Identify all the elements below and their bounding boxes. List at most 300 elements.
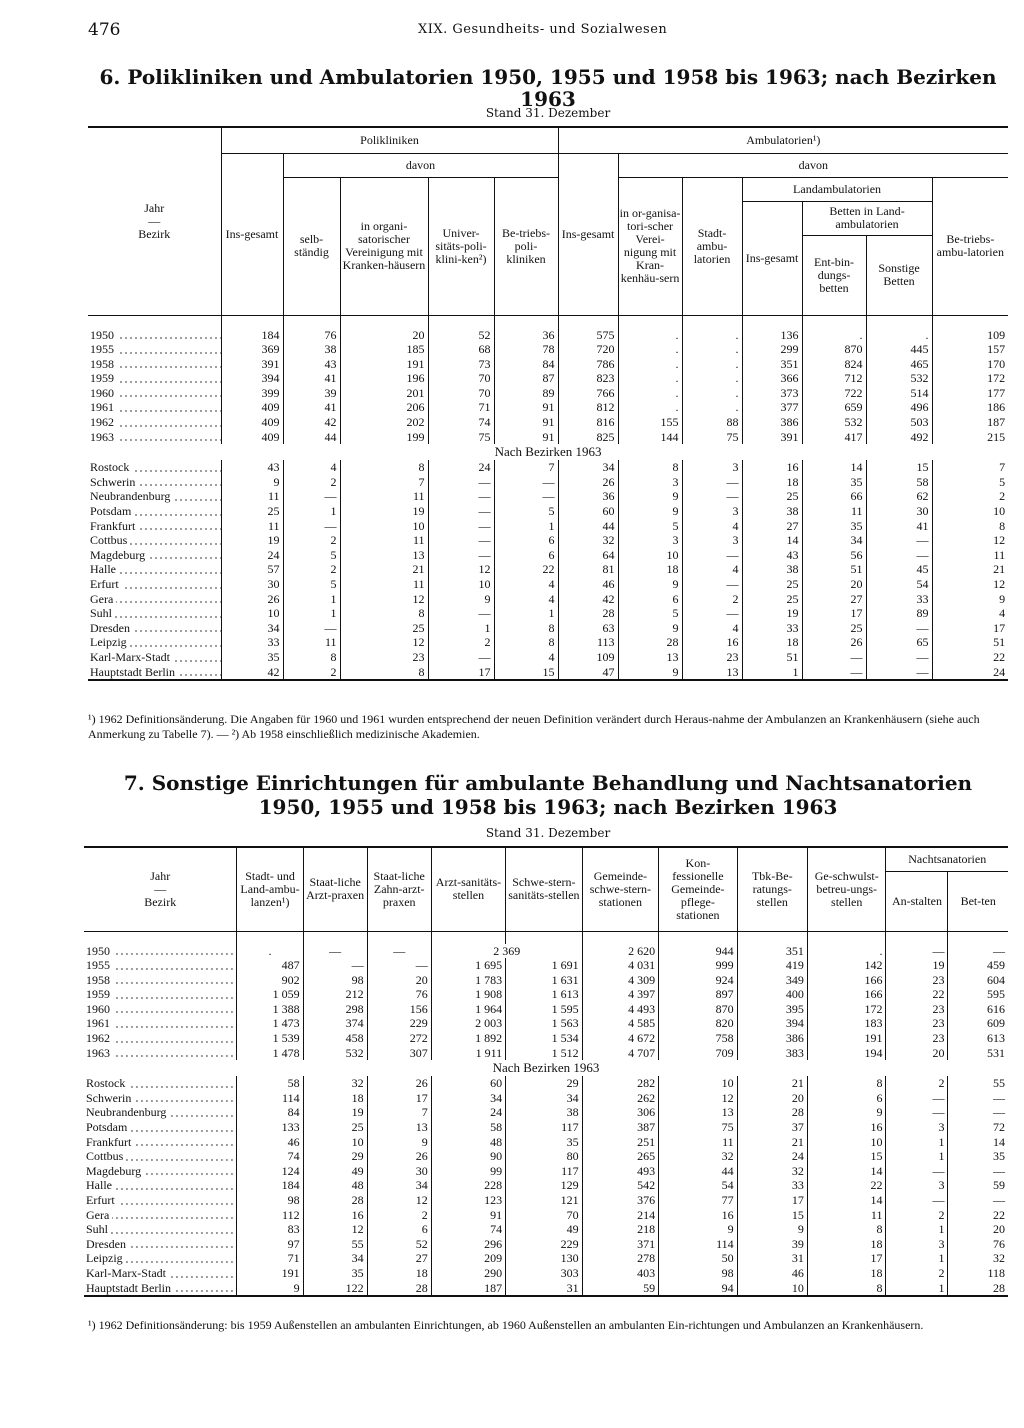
table-cell: 43 (221, 460, 283, 475)
table-cell: 117 (506, 1164, 582, 1179)
header-geschwulstbetreuung: Ge-schwulst-betreu-ungs-stellen (807, 847, 886, 931)
table-cell: 2 620 (582, 944, 658, 959)
table-cell: 51 (932, 635, 1008, 650)
table-cell: 12 (428, 562, 494, 577)
table-cell: 299 (742, 342, 802, 357)
table-cell: 2 (283, 533, 340, 548)
table-cell: — (886, 1193, 948, 1208)
table-cell: 18 (807, 1266, 886, 1281)
row-label (84, 1251, 237, 1266)
row-label-text: 1955 (86, 958, 113, 972)
table-cell: — (866, 650, 932, 665)
row-label (88, 504, 221, 519)
table-cell: 199 (340, 430, 428, 445)
header-stadtambulatorien: Stadt-ambu-latorien (682, 177, 742, 315)
row-label-text: Leipzig (86, 1251, 126, 1265)
table-cell: 13 (618, 650, 682, 665)
section-heading: Nach Bezirken 1963 (494, 444, 602, 460)
table-cell: 9 (932, 592, 1008, 607)
table-cell: 32 (303, 1076, 367, 1091)
table-row (88, 415, 1008, 430)
row-label (84, 1208, 237, 1223)
table-row (88, 460, 1008, 475)
table-cell: 156 (367, 1002, 431, 1017)
table-cell: 81 (558, 562, 618, 577)
row-label-text: 1958 (90, 357, 117, 371)
table-cell: . (618, 328, 682, 343)
row-label (84, 1016, 237, 1031)
table-cell: 4 585 (582, 1016, 658, 1031)
table-cell: 18 (742, 635, 802, 650)
table-cell: 25 (742, 489, 802, 504)
row-label (84, 1031, 237, 1046)
table-cell: 130 (506, 1251, 582, 1266)
table-cell: 722 (802, 386, 866, 401)
table-cell: 35 (303, 1266, 367, 1281)
table-cell: 98 (659, 1266, 738, 1281)
table-cell: 1 613 (506, 987, 582, 1002)
table-cell: 1 (283, 592, 340, 607)
table-cell: — (367, 958, 431, 973)
table-cell: 71 (428, 400, 494, 415)
table-cell: 34 (802, 533, 866, 548)
table-cell: 307 (367, 1046, 431, 1061)
table-cell: — (886, 1105, 948, 1120)
table-cell: 9 (659, 1222, 738, 1237)
row-label (84, 973, 237, 988)
table-cell: 14 (802, 460, 866, 475)
table-cell: 44 (659, 1164, 738, 1179)
table-cell: 37 (737, 1120, 807, 1135)
table-cell: 72 (948, 1120, 1008, 1135)
table-cell: 58 (866, 475, 932, 490)
header-amb-vereinigung: in or-ganisa-tori-scher Verei-nigung mit Kran-kenhäu-sern (618, 177, 682, 315)
table-cell: 5 (494, 504, 558, 519)
table-cell: 9 (428, 592, 494, 607)
table-cell: 604 (948, 973, 1008, 988)
table-cell: 35 (221, 650, 283, 665)
table-cell: 399 (221, 386, 283, 401)
table-cell: — (866, 665, 932, 681)
table-cell: 1 (742, 665, 802, 681)
table-cell: 74 (237, 1149, 303, 1164)
table-cell: 369 (221, 342, 283, 357)
table-cell: 542 (582, 1178, 658, 1193)
table-cell: 386 (742, 415, 802, 430)
table-cell: 4 397 (582, 987, 658, 1002)
table-cell: 24 (221, 548, 283, 563)
table-row (84, 1120, 1008, 1135)
table-cell: 48 (303, 1178, 367, 1193)
table-cell: . (682, 342, 742, 357)
table-cell: 22 (807, 1178, 886, 1193)
table-cell: 34 (303, 1251, 367, 1266)
table-cell: 262 (582, 1091, 658, 1106)
table-cell: 32 (737, 1164, 807, 1179)
table-cell: 28 (558, 606, 618, 621)
table-cell: 10 (807, 1135, 886, 1150)
table-cell: — (802, 650, 866, 665)
table-cell: 4 493 (582, 1002, 658, 1017)
table-cell: 26 (221, 592, 283, 607)
table-cell: 114 (237, 1091, 303, 1106)
table-cell: 73 (428, 357, 494, 372)
table-cell: 25 (303, 1120, 367, 1135)
table-row (84, 1251, 1008, 1266)
table-cell: — (428, 519, 494, 534)
table-cell: 98 (237, 1193, 303, 1208)
table-cell: — (303, 958, 367, 973)
table-cell: 17 (807, 1251, 886, 1266)
table-cell: 13 (659, 1105, 738, 1120)
table-cell: 45 (866, 562, 932, 577)
header-amb-davon: davon (618, 153, 1008, 177)
section-row (84, 1060, 1008, 1076)
table-cell: 29 (506, 1076, 582, 1091)
table-cell: 75 (682, 430, 742, 445)
table-cell: 492 (866, 430, 932, 445)
table-cell: 2 (428, 635, 494, 650)
table-row (84, 958, 1008, 973)
table-cell: 514 (866, 386, 932, 401)
table-cell: 459 (948, 958, 1008, 973)
table-cell: 6 (807, 1091, 886, 1106)
header-arztsanitaetsstellen: Arzt-sanitäts-stellen (431, 847, 505, 931)
section-row (88, 444, 1008, 460)
table-cell: — (682, 489, 742, 504)
table-cell: 8 (340, 460, 428, 475)
table-cell: 9 (618, 577, 682, 592)
table-cell: . (682, 371, 742, 386)
row-label (88, 371, 221, 386)
table6-footnote: ¹) 1962 Definitionsänderung. Die Angaben für 1960 und 1961 wurden entsprechend der neuen Definition verändert durch Heraus-nahme der Ambulanzen an Krankenhäusern (siehe auch Anmerkung zu Tabelle 7). — ²) Ab 1958 einschließlich medizinische Akademien. (88, 712, 980, 741)
table-cell: 10 (340, 519, 428, 534)
table-cell: 11 (659, 1135, 738, 1150)
table-cell: 1 (494, 606, 558, 621)
row-label (88, 415, 221, 430)
table-cell: 659 (802, 400, 866, 415)
table-cell: 75 (428, 430, 494, 445)
header-jahr: Jahr (150, 868, 171, 883)
row-label-text: Halle (86, 1178, 115, 1192)
row-label-text: Hauptstadt Berlin (86, 1281, 174, 1295)
table-cell: 88 (682, 415, 742, 430)
table-row (88, 562, 1008, 577)
table-cell: — (866, 533, 932, 548)
row-label-text: Dresden (90, 621, 133, 635)
table-cell: — (948, 1164, 1008, 1179)
table-cell: 3 (618, 533, 682, 548)
table-cell: 4 (932, 606, 1008, 621)
table-row (84, 1178, 1008, 1193)
table-cell: 117 (506, 1120, 582, 1135)
table-cell: 823 (558, 371, 618, 386)
table-cell: 18 (367, 1266, 431, 1281)
table-cell: 10 (303, 1135, 367, 1150)
row-label-text: Gera (86, 1208, 112, 1222)
header-polikliniken: Polikliniken (221, 127, 558, 153)
row-label (84, 987, 237, 1002)
table-cell: 371 (582, 1237, 658, 1252)
table-cell: 11 (802, 504, 866, 519)
header-tbk-beratungsstellen: Tbk-Be-ratungs-stellen (737, 847, 807, 931)
table-cell: 2 (283, 665, 340, 681)
table-cell: 47 (558, 665, 618, 681)
row-label (88, 621, 221, 636)
row-label-text: Halle (90, 562, 119, 576)
table-cell: 12 (340, 635, 428, 650)
table-cell: 376 (582, 1193, 658, 1208)
table-cell: 70 (428, 386, 494, 401)
table-cell: . (807, 944, 886, 959)
table-cell: 65 (866, 635, 932, 650)
table-cell: 465 (866, 357, 932, 372)
table6-title: 6. Polikliniken und Ambulatorien 1950, 1955 und 1958 bis 1963; nach Bezirken 1963 (99, 65, 997, 111)
header-arztpraxen: Staat-liche Arzt-praxen (303, 847, 367, 931)
table-cell: 2 369 (431, 944, 582, 959)
header-nachtsanatorien: Nachtsanatorien (886, 847, 1008, 871)
table-cell: 21 (737, 1135, 807, 1150)
table-cell: 1 964 (431, 1002, 505, 1017)
row-label (88, 577, 221, 592)
table-cell: 19 (303, 1105, 367, 1120)
table-cell: — (428, 606, 494, 621)
table-cell: 94 (659, 1281, 738, 1297)
table-cell: 13 (682, 665, 742, 681)
table-cell: 122 (303, 1281, 367, 1297)
table-cell: 374 (303, 1016, 367, 1031)
row-label (88, 635, 221, 650)
table-cell: 27 (742, 519, 802, 534)
row-label (84, 1237, 237, 1252)
row-label-text: Magdeburg (86, 1164, 144, 1178)
table-cell: 493 (582, 1164, 658, 1179)
table-cell: 6 (494, 548, 558, 563)
table-cell: 24 (431, 1105, 505, 1120)
table-cell: 74 (431, 1222, 505, 1237)
table-cell: 170 (932, 357, 1008, 372)
table-cell: 15 (737, 1208, 807, 1223)
header-betten: Bet-ten (948, 871, 1008, 931)
table-cell: 80 (506, 1149, 582, 1164)
row-label-text: 1960 (86, 1002, 113, 1016)
table-row (88, 400, 1008, 415)
table-cell: — (367, 944, 431, 959)
table-cell: 7 (340, 475, 428, 490)
table-cell: 373 (742, 386, 802, 401)
table-cell: 251 (582, 1135, 658, 1150)
table-cell: 816 (558, 415, 618, 430)
table-cell: 2 003 (431, 1016, 505, 1031)
row-label-text: Neubrandenburg (86, 1105, 169, 1119)
table-cell: 15 (494, 665, 558, 681)
table-cell: 22 (948, 1208, 1008, 1223)
table-cell: 35 (802, 519, 866, 534)
table-cell: . (237, 944, 303, 959)
table-cell: 7 (932, 460, 1008, 475)
table6-stand: Stand 31. Dezember (485, 106, 611, 120)
table-cell: 11 (340, 577, 428, 592)
table-cell: 76 (283, 328, 340, 343)
table-cell: 49 (303, 1164, 367, 1179)
table-cell: 91 (494, 415, 558, 430)
table-cell: 33 (221, 635, 283, 650)
table-cell: 11 (221, 489, 283, 504)
header-dash: — (148, 213, 161, 228)
table-cell: 613 (948, 1031, 1008, 1046)
table-cell: 531 (948, 1046, 1008, 1061)
table-cell: 214 (582, 1208, 658, 1223)
table-cell: 1 (886, 1149, 948, 1164)
table-cell: 186 (932, 400, 1008, 415)
table-cell: — (494, 489, 558, 504)
table-cell: 24 (932, 665, 1008, 681)
table-cell: 70 (428, 371, 494, 386)
table-cell: — (494, 475, 558, 490)
row-label (88, 606, 221, 621)
table-cell: 20 (948, 1222, 1008, 1237)
row-label (84, 1105, 237, 1120)
table-cell: 42 (283, 415, 340, 430)
row-label-text: Cottbus (86, 1149, 126, 1163)
table-cell: 17 (932, 621, 1008, 636)
row-label (88, 650, 221, 665)
table-cell: 191 (340, 357, 428, 372)
table-cell: 55 (948, 1076, 1008, 1091)
table-cell: 4 (283, 460, 340, 475)
table-cell: 1 631 (506, 973, 582, 988)
table-cell: 8 (494, 635, 558, 650)
table-cell: . (618, 386, 682, 401)
header-anstalten: An-stalten (886, 871, 948, 931)
table-cell: 296 (431, 1237, 505, 1252)
table-cell: 35 (948, 1149, 1008, 1164)
table-cell: 42 (221, 665, 283, 681)
table-cell: 786 (558, 357, 618, 372)
table-cell: 91 (494, 430, 558, 445)
table-cell: 5 (932, 475, 1008, 490)
table-cell: 60 (431, 1076, 505, 1091)
table-cell: 419 (737, 958, 807, 973)
table-cell: 70 (506, 1208, 582, 1223)
table-row (88, 665, 1008, 681)
row-label (84, 1266, 237, 1281)
table-cell: 90 (431, 1149, 505, 1164)
table-cell: 46 (237, 1135, 303, 1150)
table-cell: 26 (558, 475, 618, 490)
table-cell: 38 (506, 1105, 582, 1120)
table-cell: 9 (807, 1105, 886, 1120)
table-row (88, 548, 1008, 563)
table-cell: — (303, 944, 367, 959)
table-cell: 89 (866, 606, 932, 621)
table-cell: 25 (742, 577, 802, 592)
header-gemeindepflegestationen: Kon-fessionelle Gemeinde-pflege-stationen (659, 847, 738, 931)
table-cell: . (802, 328, 866, 343)
table-cell: 112 (237, 1208, 303, 1223)
table-cell: 98 (303, 973, 367, 988)
table-cell: 4 (682, 519, 742, 534)
row-label-text: 1963 (86, 1046, 113, 1060)
table-cell: . (866, 328, 932, 343)
table-row (84, 1281, 1008, 1297)
table-row (84, 1105, 1008, 1120)
table-row (84, 973, 1008, 988)
row-label (88, 328, 221, 343)
header-betriebsambulatorien: Be-triebs-ambu-latorien (932, 177, 1008, 315)
table-cell: 1 (886, 1135, 948, 1150)
row-label (84, 1222, 237, 1237)
row-label-text: 1958 (86, 973, 113, 987)
table-cell: 1 911 (431, 1046, 505, 1061)
table-cell: 20 (886, 1046, 948, 1061)
table7-title-line2: 1950, 1955 und 1958 bis 1963; nach Bezirken 1963 (258, 795, 838, 819)
row-label (88, 342, 221, 357)
table-cell: 1 388 (237, 1002, 303, 1017)
table-cell: 3 (618, 475, 682, 490)
table-cell: 28 (367, 1281, 431, 1297)
table-cell: 184 (237, 1178, 303, 1193)
table-cell: 25 (742, 592, 802, 607)
table-cell: 34 (506, 1091, 582, 1106)
table-cell: 8 (494, 621, 558, 636)
table-cell: 298 (303, 1002, 367, 1017)
table-cell: 20 (737, 1091, 807, 1106)
table-cell: 4 707 (582, 1046, 658, 1061)
table-cell: 52 (367, 1237, 431, 1252)
table-cell: 8 (340, 665, 428, 681)
table-cell: 14 (807, 1193, 886, 1208)
row-label-text: Dresden (86, 1237, 129, 1251)
table-cell: 825 (558, 430, 618, 445)
table-cell: 11 (807, 1208, 886, 1223)
table-cell: 194 (807, 1046, 886, 1061)
table-cell: 16 (742, 460, 802, 475)
table-cell: 46 (558, 577, 618, 592)
table-cell: 20 (367, 973, 431, 988)
chapter-title: XIX. Gesundheits- und Sozialwesen (418, 22, 668, 37)
spacer-row (88, 315, 1008, 328)
table-cell: 17 (367, 1091, 431, 1106)
table-cell: 3 (886, 1237, 948, 1252)
table-cell: 91 (431, 1208, 505, 1223)
table-cell: 25 (802, 621, 866, 636)
row-label (88, 489, 221, 504)
row-label (88, 475, 221, 490)
table-cell: 12 (932, 577, 1008, 592)
table-cell: 43 (742, 548, 802, 563)
header-landambulatorien: Landambulatorien (742, 177, 932, 201)
table-cell: 9 (618, 504, 682, 519)
table-cell: 575 (558, 328, 618, 343)
table-cell: 4 309 (582, 973, 658, 988)
table-cell: 1 512 (506, 1046, 582, 1061)
table-cell: 52 (428, 328, 494, 343)
table-cell: 6 (494, 533, 558, 548)
table-cell: 366 (742, 371, 802, 386)
table-row (88, 519, 1008, 534)
table-cell: 54 (866, 577, 932, 592)
table-cell: 38 (742, 562, 802, 577)
row-label (84, 1178, 237, 1193)
table-cell: 395 (737, 1002, 807, 1017)
table-cell: 75 (659, 1120, 738, 1135)
table-cell: 758 (659, 1031, 738, 1046)
table-cell: 720 (558, 342, 618, 357)
row-label (84, 1091, 237, 1106)
table-cell: . (682, 328, 742, 343)
table-cell: 32 (659, 1149, 738, 1164)
